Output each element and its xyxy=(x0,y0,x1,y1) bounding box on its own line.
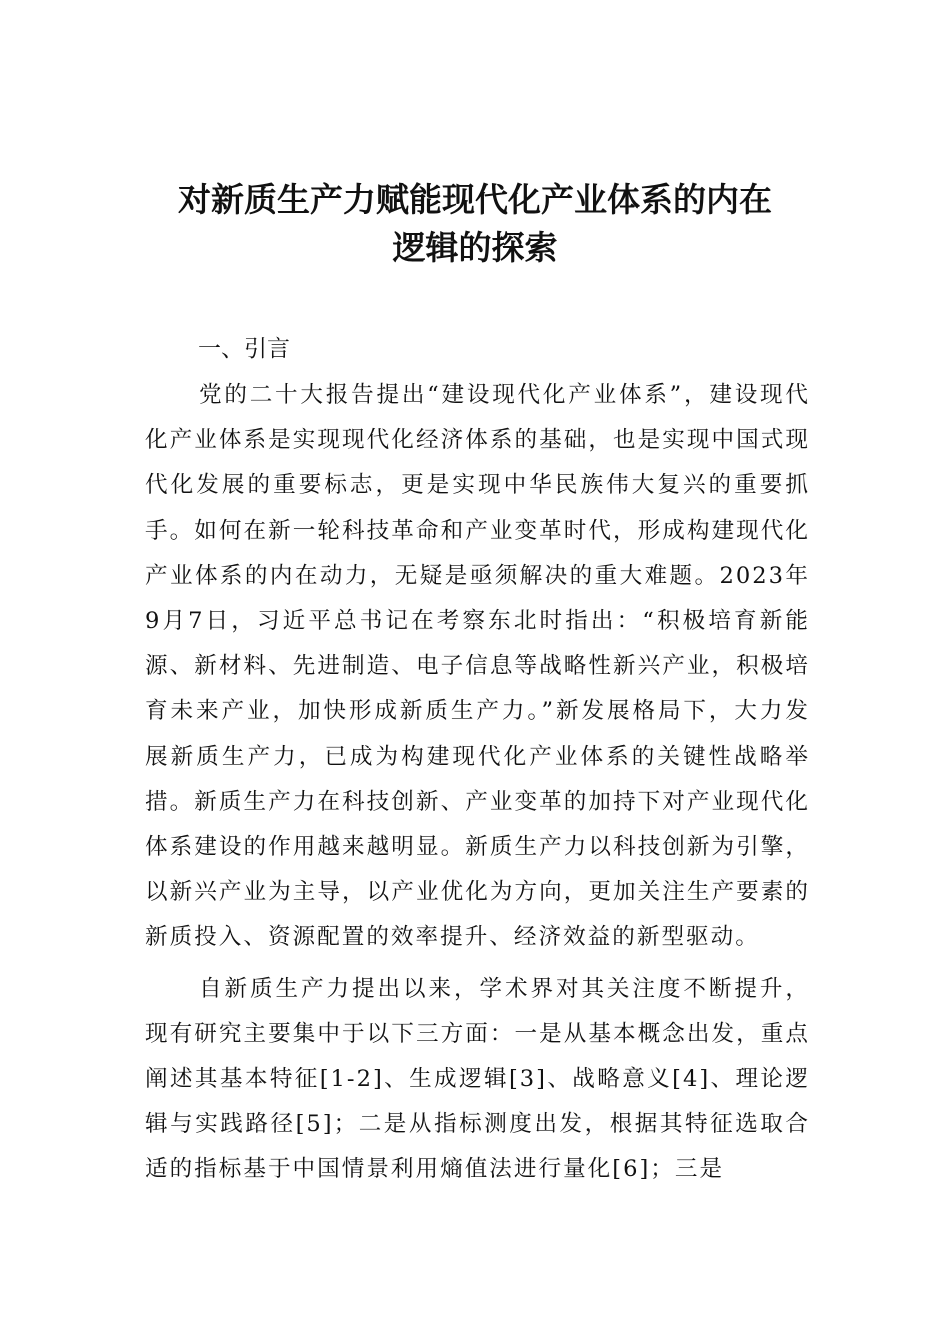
paragraph-2: 自新质生产力提出以来，学术界对其关注度不断提升，现有研究主要集中于以下三方面：一是从基本概念出发，重点阐述其基本特征[1-2]、生成逻辑[3]、战略意义[4]、理论逻辑与实践路径[5]；二是从指标测度出发，根据其特征选取合适的指标基于中国情景利用熵值法进行量化[6]；三是 xyxy=(145,975,810,1183)
title-line-2: 逻辑的探索 xyxy=(392,228,558,267)
document-title xyxy=(145,176,805,272)
title-line-1: 对新质生产力赋能现代化产业体系的内在 xyxy=(178,180,772,219)
section-heading: 一、引言 xyxy=(198,336,290,362)
paragraph-1: 党的二十大报告提出“建设现代化产业体系”，建设现代化产业体系是实现现代化经济体系的基础，也是实现中国式现代化发展的重要标志，更是实现中华民族伟大复兴的重要抓手。如何在新一轮科技革命和产业变革时代，形成构建现代化产业体系的内在动力，无疑是亟须解决的重大难题。2023年9月7日，习近平总书记在考察东北时指出：“积极培育新能源、新材料、先进制造、电子信息等战略性新兴产业，积极培育未来产业，加快形成新质生产力。”新发展格局下，大力发展新质生产力，已成为构建现代化产业体系的关键性战略举措。新质生产力在科技创新、产业变革的加持下对产业现代化体系建设的作用越来越明显。新质生产力以科技创新为引擎，以新兴产业为主导，以产业优化为方向，更加关注生产要素的新质投入、资源配置的效率提升、经济效益的新型驱动。 xyxy=(145,382,810,951)
document-body xyxy=(145,373,810,1199)
